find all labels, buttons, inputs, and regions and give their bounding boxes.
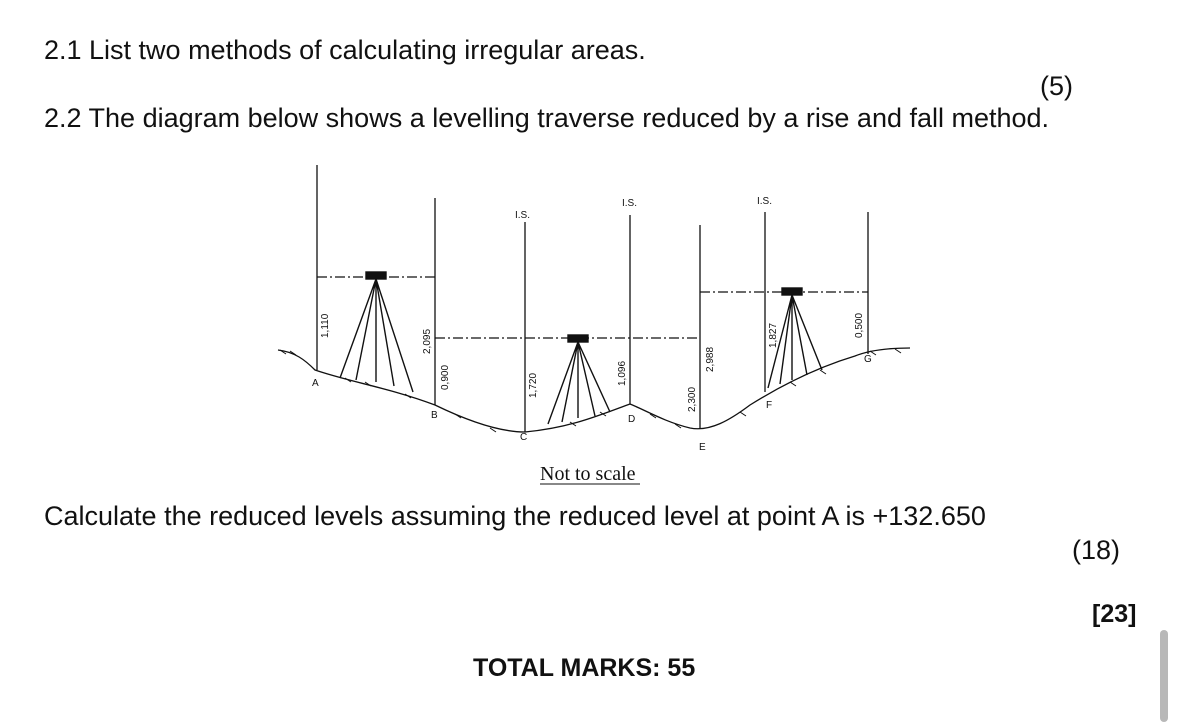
question-2-2-marks: (18)	[1072, 535, 1121, 565]
reading-f: 1,827	[768, 322, 779, 348]
total-marks: TOTAL MARKS: 55	[473, 654, 696, 682]
instrument-1	[366, 272, 386, 279]
question-2-1: 2.1 List two methods of calculating irregular areas.	[44, 35, 646, 65]
is-label-f: I.S.	[757, 196, 773, 207]
point-c: C	[520, 432, 528, 443]
question-2-1-marks: (5)	[1040, 71, 1073, 101]
reading-c: 1,720	[528, 372, 539, 398]
point-g: G	[864, 354, 872, 365]
calculate-instruction: Calculate the reduced levels assuming the reduced level at point A is +132.650	[44, 501, 986, 531]
not-to-scale-note: Not to scale	[540, 463, 636, 485]
section-total: [23]	[1092, 600, 1137, 628]
is-label-c: I.S.	[515, 210, 531, 221]
point-e: E	[699, 442, 706, 453]
reading-d: 1,096	[617, 360, 628, 386]
question-2-2: 2.2 The diagram below shows a levelling traverse reduced by a rise and fall method.	[44, 103, 1050, 133]
ground-profile	[278, 348, 910, 432]
levelling-traverse-diagram	[270, 160, 920, 490]
point-a: A	[312, 378, 319, 389]
instrument-2	[568, 335, 588, 342]
scrollbar[interactable]	[1160, 630, 1168, 722]
reading-b-bs: 0,900	[440, 364, 451, 390]
instrument-3	[782, 288, 802, 295]
reading-e-bs: 2,988	[705, 346, 716, 372]
reading-a: 1,110	[320, 313, 331, 338]
reading-e-fs: 2,300	[687, 386, 698, 412]
point-f: F	[766, 400, 773, 411]
reading-b-fs: 2,095	[422, 328, 433, 354]
is-label-d: I.S.	[622, 198, 638, 209]
point-b: B	[431, 410, 438, 421]
reading-g: 0,500	[854, 312, 865, 338]
point-d: D	[628, 414, 636, 425]
